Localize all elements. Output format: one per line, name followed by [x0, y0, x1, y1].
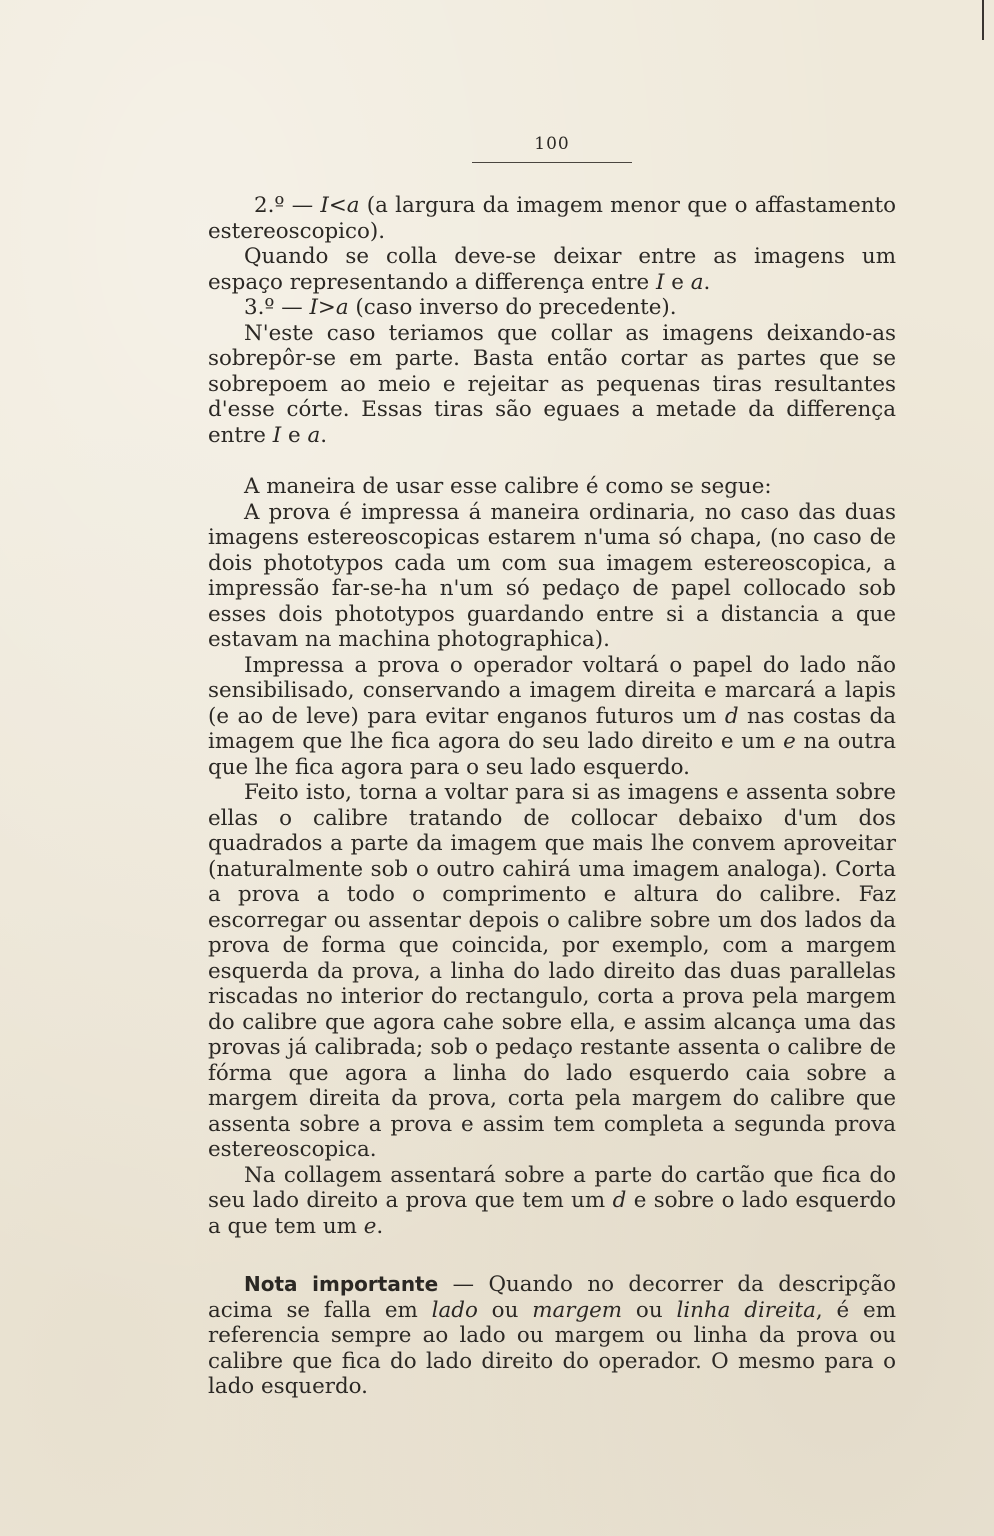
- paragraph-text: — Quando no decorrer da descripção acima se falla em: [208, 1272, 896, 1323]
- paragraph-usage-intro: [208, 474, 896, 500]
- paragraph-case-2: [208, 193, 896, 244]
- paragraph-cutting: [208, 780, 896, 1163]
- page-edge-mark: [982, 0, 984, 40]
- paragraph-text: e sobre o lado esquerdo a que tem um: [208, 1188, 896, 1239]
- header-rule: [472, 162, 632, 163]
- variable-a: a: [307, 422, 321, 448]
- paragraph-text: e: [281, 422, 308, 448]
- paragraph-case-3: [208, 295, 896, 321]
- paragraph-text: , é em referencia sempre ao lado ou margem ou linha da prova ou calibre que fica do lado direito do operador. O mesmo para o lado esquerdo.: [208, 1297, 896, 1399]
- paragraph-overlap-note: [208, 321, 896, 449]
- term-lado: lado: [431, 1297, 478, 1323]
- paragraph-text: nas costas da imagem que lhe fica agora do seu lado direito e um: [208, 703, 897, 754]
- paragraph-text: Na collagem assentará sobre a parte do cartão que fica do seu lado direito a prova que tem um: [208, 1162, 896, 1213]
- letter-d: d: [724, 703, 739, 729]
- case-number: 2.º —: [254, 193, 321, 218]
- inequality-formula: I>a: [309, 295, 349, 320]
- paragraph-text: A maneira de usar esse calibre é como se segue:: [244, 474, 772, 499]
- paragraph-mounting: [208, 1163, 896, 1240]
- paragraph-text: N'este caso teriamos que collar as imagens deixando-as sobrepôr-se em parte. Basta então cortar as partes que se sobrepoem ao meio e rejeitar as pequenas tiras resultantes d'esse córte. Essas tiras são eguaes a metade da differença entre: [208, 320, 896, 448]
- page-number: 100: [534, 134, 570, 154]
- paragraph-text: ou: [477, 1297, 533, 1323]
- paragraph-text: (caso inverso do precedente).: [348, 295, 677, 320]
- letter-d: d: [612, 1188, 627, 1213]
- paragraph-spacing-note: [208, 244, 896, 295]
- paragraph-text: Feito isto, torna a voltar para si as imagens e assenta sobre ellas o calibre tratando de collocar debaixo d'um dos quadrados a parte da imagem que mais lhe convem aproveitar (naturalmente sob o outro cahirá uma imagem analoga). Corta a prova a todo o comprimento e altura do calibre. Faz escorregar ou assentar depois o calibre sobre um dos lados da prova de forma que coincida, por exemplo, com a margem esquerda da prova, a linha do lado direito das duas parallelas riscadas no interior do rectangulo, corta a prova pela margem do calibre que agora cahe sobre ella, e assim alcança uma das provas já calibrada; sob o pedaço restante assenta o calibre de fórma que agora a linha do lado esquerdo caia sobre a margem direita da prova, corta pela margem do calibre que assenta sobre a prova e assim tem completa a segunda prova estereoscopica.: [208, 780, 896, 1162]
- letter-e: e: [783, 729, 796, 754]
- paragraph-text: .: [320, 422, 328, 448]
- letter-e: e: [363, 1213, 377, 1239]
- note-heading: Nota importante: [244, 1272, 439, 1296]
- term-margem: margem: [532, 1297, 623, 1323]
- paragraph-text: .: [376, 1213, 384, 1239]
- term-linha-direita: linha direita: [676, 1297, 816, 1323]
- paragraph-text: .: [703, 269, 711, 295]
- paragraph-text: na outra que lhe fica agora para o seu lado esquerdo.: [208, 729, 896, 780]
- variable-i: I: [272, 422, 282, 448]
- paragraph-important-note: [208, 1272, 896, 1400]
- paragraph-marking: [208, 653, 896, 781]
- paragraph-text: Quando se colla deve-se deixar entre as imagens um espaço representando a differença entre: [208, 244, 896, 295]
- paragraph-printing: [208, 500, 896, 653]
- paragraph-text: Impressa a prova o operador voltará o papel do lado não sensibilisado, conservando a imagem direita e marcará a lapis (e ao de leve) para evitar enganos futuros um: [208, 652, 896, 729]
- paragraph-text: A prova é impressa á maneira ordinaria, no caso das duas imagens estereoscopicas estarem n'uma só chapa, (no caso de dois phototypos cada um com sua imagem estereoscopica, a impressão far-se-ha n'um só pedaço de papel collocado sob esses dois phototypos guardando entre si a distancia a que estavam na machina photographica).: [208, 499, 896, 652]
- page-body: [208, 193, 896, 1400]
- variable-i: I: [655, 269, 665, 295]
- paragraph-text: e: [664, 269, 691, 295]
- paragraph-text: (a largura da imagem menor que o affastamento estereoscopico).: [208, 193, 896, 244]
- case-number: 3.º —: [244, 295, 310, 320]
- variable-a: a: [690, 269, 704, 295]
- paragraph-text: ou: [622, 1297, 677, 1323]
- inequality-formula: I<a: [320, 193, 360, 218]
